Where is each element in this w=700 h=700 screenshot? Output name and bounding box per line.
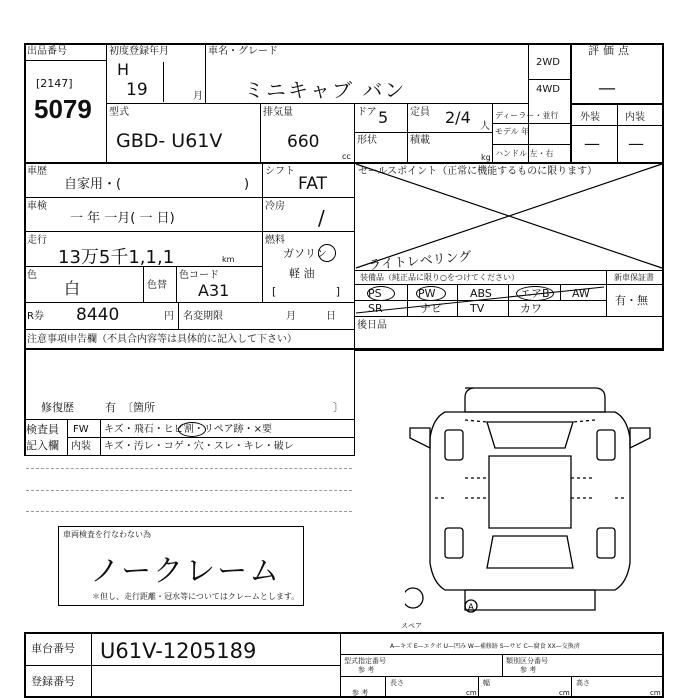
divider — [262, 162, 263, 302]
mileage-value: 13万5千1,1,1 — [58, 247, 175, 268]
color-label: 色 — [27, 270, 37, 281]
equipment-item: SR — [368, 302, 383, 315]
equipment-item: TV — [470, 302, 485, 315]
cc-unit: cc — [342, 152, 351, 161]
inspection-value: 一 年 一月( 一 日) — [70, 211, 175, 226]
divider — [502, 654, 503, 676]
handle-label: ハンドル 左・右 — [495, 149, 554, 158]
interior-inspect-label: 内装 — [71, 441, 91, 452]
cm-unit-2: cm — [559, 689, 570, 697]
equipment-item: エアB — [520, 287, 550, 300]
width-label: 幅 — [483, 679, 490, 687]
drive-4wd: 4WD — [536, 84, 560, 95]
divider — [67, 420, 68, 456]
persons-unit: 人 — [480, 121, 490, 132]
shape-label: 形状 — [357, 135, 377, 146]
chassis-label: 車台番号 — [31, 642, 75, 655]
divider — [24, 302, 354, 303]
lot-number: 5079 — [34, 94, 92, 124]
warranty-label: 新車保証書 — [614, 273, 654, 282]
cm-unit-3: cm — [650, 689, 661, 697]
length-label: 長さ — [390, 679, 404, 687]
inspector-label-1: 検査員 — [26, 423, 59, 436]
repair-value: 有 — [105, 401, 116, 414]
divider — [24, 197, 354, 198]
divider — [571, 676, 572, 698]
r-value: 8440 — [76, 305, 120, 325]
divider — [478, 676, 479, 698]
divider — [91, 632, 92, 698]
svg-text:A: A — [467, 603, 475, 613]
fuel-circle — [318, 244, 336, 262]
divider — [176, 266, 177, 302]
equipment-item: カワ — [520, 302, 542, 315]
repair-label: 修復歴 — [41, 401, 74, 414]
cm-unit-1: cm — [466, 689, 477, 697]
damage-legend: A—キズ E—エクボ U—凹み W—補修跡 S—サビ C—腐食 XX—交換済 — [390, 643, 580, 650]
height-label: 高さ — [576, 679, 590, 687]
repair-place: 〔箇所 — [122, 401, 155, 414]
equipment-item: ナビ — [420, 302, 442, 315]
doors-value: 5 — [378, 108, 389, 127]
equipment-item: PW — [418, 287, 436, 300]
divider — [354, 132, 492, 133]
interior-value: — — [628, 134, 644, 153]
history-value: 自家用・( — [64, 177, 122, 192]
month-unit: 月 — [193, 91, 203, 102]
divider — [106, 103, 528, 104]
load-label: 積載 — [410, 135, 430, 146]
bracket — [163, 62, 165, 102]
fuel-bracket: [ ] — [272, 285, 369, 298]
equipment-label: 装備品（純正品に限り○をつけてください） — [360, 273, 519, 282]
divider — [340, 632, 341, 698]
kg-unit: kg — [481, 153, 491, 162]
divider — [260, 103, 261, 162]
exterior-value: — — [584, 134, 600, 153]
sales-points-label: セールスポイント（正常に機能するものに限ります） — [358, 166, 598, 177]
ps-circle — [367, 286, 395, 301]
divider — [528, 79, 570, 80]
interior-inspect-text: キズ・汚レ・コゲ・穴・スレ・キレ・破レ — [104, 441, 294, 452]
claim-main: ノークレーム — [90, 554, 282, 589]
divider — [340, 676, 664, 677]
era-value: H — [117, 60, 130, 79]
lot-ref: [2147] — [36, 77, 73, 90]
color-code-value: A31 — [198, 281, 230, 300]
sales-note: ライトレベリング — [367, 249, 472, 274]
divider — [385, 676, 386, 698]
car-name-value: ミニキャブ バン — [244, 78, 407, 102]
history-label: 車歴 — [27, 166, 47, 177]
divider — [24, 231, 262, 232]
claim-footer: ＊但し、走行距離・冠水等についてはクレームとします。 — [92, 592, 300, 601]
color-value: 白 — [64, 279, 81, 298]
claim-header: 車両検査を行なわない為 — [63, 530, 151, 539]
fuel-gas: ガソリン — [283, 247, 327, 260]
fuel-label: 燃料 — [265, 235, 285, 246]
car-name-label: 車名・グレード — [208, 46, 278, 57]
name-change-month: 月 — [286, 311, 296, 322]
divider — [24, 60, 106, 61]
divider — [262, 231, 354, 232]
dash-line — [26, 511, 352, 512]
ref-1: 参 考 — [358, 666, 375, 674]
divider — [354, 349, 664, 351]
name-change-day: 日 — [326, 311, 336, 322]
divider — [354, 316, 664, 317]
inspection-label: 車検 — [27, 201, 47, 212]
divider — [178, 302, 179, 329]
divider — [617, 103, 618, 162]
equipment-item: PS — [368, 287, 382, 300]
fw-label: FW — [73, 424, 89, 435]
pw-circle — [416, 286, 446, 301]
shift-value: FAT — [298, 174, 327, 194]
r-label: R券 — [27, 311, 44, 322]
divider — [354, 270, 664, 271]
divider — [492, 103, 493, 162]
name-change-label: 名変期限 — [183, 311, 223, 322]
year-value: 19 — [126, 80, 148, 100]
rating-label: 評価点 — [588, 44, 633, 57]
fw-circle — [178, 422, 206, 437]
reg-label: 登録番号 — [31, 675, 75, 688]
doors-label: ドア — [357, 107, 377, 118]
type-cert-label: 型式指定番号 — [344, 657, 386, 665]
dash-line — [26, 468, 352, 469]
divider — [606, 270, 607, 316]
divider — [67, 437, 355, 438]
divider — [24, 665, 340, 666]
ac-label: 冷房 — [265, 201, 285, 212]
history-close: ) — [244, 177, 250, 192]
yen-unit: 円 — [164, 311, 174, 322]
capacity-label: 定員 — [410, 107, 430, 118]
rating-value: — — [598, 78, 616, 99]
interior-label: 内装 — [625, 112, 645, 123]
later-label: 後日品 — [357, 320, 387, 331]
divider — [205, 43, 206, 103]
dealer-label: ディーラー・並行 — [495, 111, 559, 120]
ref-2: 参 考 — [520, 666, 537, 674]
displacement-value: 660 — [287, 132, 320, 152]
model-value: GBD- U61V — [116, 130, 223, 152]
airbag-circle — [516, 286, 554, 301]
km-unit: km — [222, 255, 235, 264]
car-diagram — [405, 378, 655, 628]
chassis-value: U61V-1205189 — [100, 639, 257, 663]
lot-label: 出品番号 — [27, 46, 67, 57]
class-label: 類別区分番号 — [506, 657, 548, 665]
model-year-label: モデル 年 — [495, 127, 530, 136]
capacity-value: 2/4 — [445, 108, 471, 127]
model-label: 型式 — [109, 107, 129, 118]
divider — [100, 420, 101, 456]
color-code-label: 色コード — [179, 270, 219, 281]
first-reg-label: 初度登録年月 — [109, 46, 169, 57]
ac-value: / — [318, 206, 325, 230]
dash-line — [26, 490, 352, 491]
shift-label: シフト — [265, 166, 295, 177]
fuel-diesel: 軽 油 — [289, 267, 315, 280]
equipment-item: AW — [572, 287, 590, 300]
drive-2wd: 2WD — [536, 57, 560, 68]
spare-label: スペア — [401, 622, 422, 630]
divider — [492, 123, 570, 124]
exterior-label: 外装 — [580, 112, 600, 123]
divider — [143, 266, 144, 302]
inspector-label-2: 記入欄 — [26, 439, 59, 452]
repair-close: 〕 — [333, 401, 344, 414]
color-replace-label: 色替 — [147, 280, 167, 291]
notes-label: 注意事項申告欄（不具合内容等は具体的に記入して下さい） — [27, 334, 297, 345]
ref-3: 参 考 — [352, 689, 369, 697]
equipment-item: ABS — [470, 287, 492, 300]
fw-text: キズ・飛石・ヒビ割・リペア跡・×要 — [104, 424, 272, 435]
warranty-value: 有・無 — [615, 294, 648, 307]
divider — [492, 144, 570, 145]
mileage-label: 走行 — [27, 235, 47, 246]
displacement-label: 排気量 — [263, 107, 293, 118]
